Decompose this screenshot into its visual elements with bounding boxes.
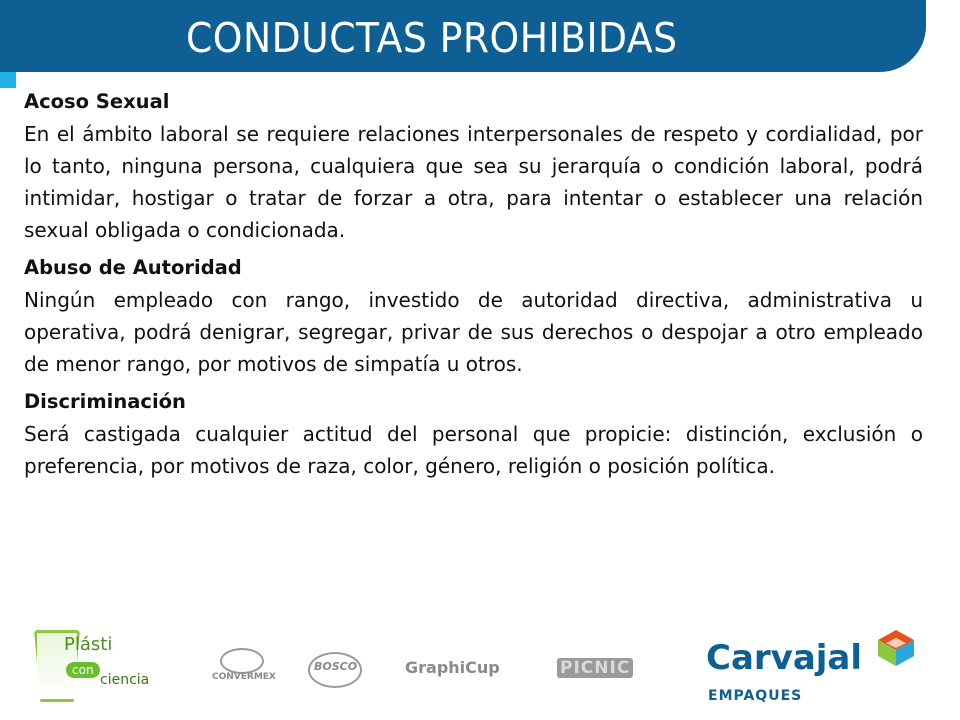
convermex-mark-icon [220, 648, 264, 674]
ciencia-word: ciencia [100, 672, 150, 688]
page-title: CONDUCTAS PROHIBIDAS [186, 14, 678, 62]
section-body-discriminacion: Será castigada cualquier actitud del personal que propicie: distinción, exclusión o preferencia, por motivos de raza, color, género, religión o posición política. [24, 422, 923, 478]
graphicup-logo: GraphiCup [405, 658, 500, 677]
picnic-logo: PICNIC [557, 658, 633, 678]
section-heading-abuso: Abuso de Autoridad [24, 256, 242, 279]
footer [0, 620, 960, 720]
section-body-abuso: Ningún empleado con rango, investido de autoridad directiva, administrativa u operativa, podrá denigrar, segregar, privar de sus derechos o despojar a otro empleado de menor rango, por motivos de simpatía u otros. [24, 288, 923, 376]
plasticonciencia-logo [30, 626, 160, 716]
header-accent [0, 72, 16, 88]
bosco-logo: BOSCO [314, 660, 358, 673]
section-body-acoso: En el ámbito laboral se requiere relaciones interpersonales de respeto y cordialidad, por lo tanto, ninguna persona, cualquiera que sea su jerarquía o condición laboral, podrá intimidar, hostigar o tratar de forzar a otra, para intentar o establecer una relación sexual obligada o condicionada. [24, 122, 923, 242]
con-badge: con [66, 662, 100, 678]
section-heading-acoso: Acoso Sexual [24, 90, 170, 113]
content [24, 86, 923, 488]
carvajal-logo: Carvajal [706, 638, 863, 678]
carvajal-cube-icon [876, 628, 916, 668]
empaques-label: EMPAQUES [708, 688, 803, 704]
section-heading-discriminacion: Discriminación [24, 390, 186, 413]
plasti-word: Plásti [64, 634, 113, 655]
convermex-logo: CONVERMEX [212, 672, 276, 682]
header-bar [0, 0, 926, 72]
